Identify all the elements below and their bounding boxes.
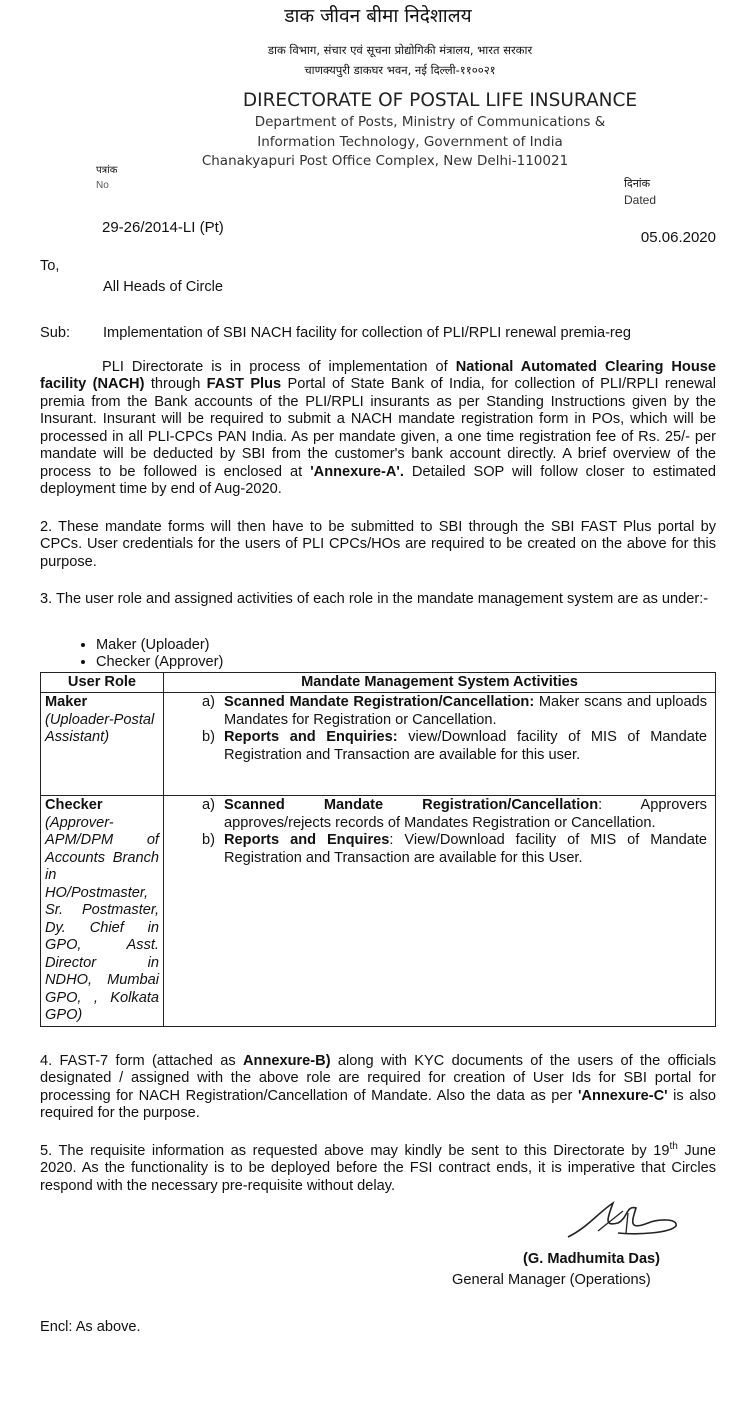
subject-row	[40, 325, 716, 343]
role-list	[40, 637, 716, 672]
activity-title: Reports and Enquiries:	[224, 729, 398, 745]
paragraph-2	[40, 519, 716, 572]
activity-title: Reports and Enquires	[224, 832, 390, 848]
no-label: No	[96, 180, 109, 191]
role-name: Checker	[45, 797, 103, 813]
activity-label: b)	[202, 832, 215, 848]
text-run: June 2020. As the functionality is to be deployed before the FSI contract ends, it is imperative that Circles respond with the necessary pre-requisite without delay.	[40, 1142, 716, 1194]
signature-block	[450, 1195, 716, 1289]
reference-number: 29-26/2014-LI (Pt)	[102, 219, 224, 236]
subject-text: Implementation of SBI NACH facility for collection of PLI/RPLI renewal premia-reg	[103, 325, 632, 341]
bold-text: Annexure-B)	[242, 1052, 331, 1069]
paragraph-3	[40, 591, 716, 609]
text-run: along with KYC documents of the users of the officials designated / assigned with the above role are required for creation of User Ids for SBI portal for processing for NACH Registration/Cancellation of Mandate. Also the data as per	[40, 1052, 716, 1104]
activities-cell	[164, 693, 716, 796]
org-line-3: Chanakyapuri Post Office Complex, New Delhi-110021	[201, 153, 569, 169]
table-row	[41, 693, 716, 796]
bold-text: 'Annexure-A'.	[310, 463, 404, 480]
role-name: Maker	[45, 694, 88, 710]
enclosure-note: Encl: As above.	[40, 1319, 141, 1335]
hindi-title: डाक जीवन बीमा निदेशालय	[284, 5, 472, 27]
role-detail: (Approver-APM/DPM of Accounts Branch in HO/Postmaster, Sr. Postmaster, Dy. Chief in GPO, Asst. Director in NDHO, Mumbai GPO, , Kolkata GPO)	[45, 814, 159, 1023]
activity-title: Scanned Mandate Registration/Cancellation:	[224, 694, 535, 710]
letter-date: 05.06.2020	[640, 228, 716, 246]
no-label-hindi: पत्रांक	[96, 165, 118, 176]
hindi-line-1: डाक विभाग, संचार एवं सूचना प्रोद्योगिकी मंत्रालय, भारत सरकार	[267, 43, 533, 57]
signature	[558, 1195, 716, 1251]
text-run: through	[144, 376, 207, 392]
paragraph-4	[40, 1053, 716, 1123]
dated-label-hindi: दिनांक	[624, 177, 651, 190]
activity-item	[202, 729, 707, 764]
activity-item	[202, 797, 707, 832]
activity-text: view/Download facility of MIS of Mandate Registration and Transaction are available for this user.	[224, 729, 707, 763]
org-title: DIRECTORATE OF POSTAL LIFE INSURANCE	[242, 90, 638, 111]
signatory-designation: General Manager (Operations)	[452, 1271, 651, 1288]
text-run: Portal of State Bank of India, for collection of PLI/RPLI renewal premia from the Bank accounts of the PLI/RPLI insurants as per Standing Instructions given by the Insurant. Insurant will be required to submit a NACH mandate registration form in POs, which will be processed in all PLI-CPCs PAN India. As per mandate given, a one time registration fee of Rs. 25/- per mandate will be deducted by SBI from the customer's bank account directly. A brief overview of the process to be followed is enclosed at	[40, 376, 717, 480]
activity-title: Scanned Mandate Registration/Cancellation	[224, 797, 599, 813]
activity-text: Maker scans and uploads Mandates for Registration or Cancellation.	[224, 694, 707, 728]
reference-row	[40, 219, 716, 246]
addressee: All Heads of Circle	[103, 278, 224, 295]
header-user-role: User Role	[41, 672, 164, 693]
paragraph-5	[40, 1140, 716, 1196]
to-label: To,	[40, 258, 60, 274]
role-cell	[41, 693, 164, 796]
bold-text: National Automated Clearing House facility (NACH)	[40, 358, 716, 392]
text-run: is also required for the purpose.	[40, 1087, 717, 1121]
text-run: 2. These mandate forms will then have to be submitted to SBI through the SBI FAST Plus portal by CPCs. User credentials for the users of PLI CPCs/HOs are required to be created on the above for this purpose.	[40, 518, 716, 570]
role-detail: (Uploader-Postal Assistant)	[45, 711, 155, 745]
dated-label: Dated	[624, 193, 657, 207]
signatory-name: (G. Madhumita Das)	[523, 1251, 661, 1267]
subject-label: Sub:	[40, 325, 71, 341]
header-activities: Mandate Management System Activities	[164, 672, 716, 693]
hindi-line-2: चाणक्यपुरी डाकघर भवन, नई दिल्ली-११००२१	[304, 63, 496, 77]
text-run: PLI Directorate is in process of implementation of	[102, 358, 456, 375]
activity-item	[202, 694, 707, 729]
table-header-row	[41, 672, 716, 693]
org-line-1: Department of Posts, Ministry of Communications &	[254, 114, 606, 130]
activity-label: a)	[202, 694, 215, 710]
text-run: 5. The requisite information as requested above may kindly be sent to this Directorate by 19	[40, 1142, 670, 1159]
activity-label: a)	[202, 797, 215, 813]
activity-label: b)	[202, 729, 215, 745]
bold-text: FAST Plus	[206, 376, 282, 392]
role-list-item: • Checker (Approver)	[96, 654, 716, 672]
activity-item	[202, 832, 708, 867]
role-list-item: • Maker (Uploader)	[96, 637, 716, 655]
paragraph-1	[40, 359, 716, 499]
bold-text: 'Annexure-C'	[577, 1087, 668, 1104]
activities-cell	[164, 796, 716, 1027]
letter-body	[40, 219, 716, 1337]
org-line-2: Information Technology, Government of India	[257, 134, 563, 150]
text-run: Detailed SOP will follow closer to estimated deployment time by end of Aug-2020.	[40, 463, 716, 497]
roles-table	[40, 672, 716, 1027]
text-run: th	[669, 1140, 678, 1152]
role-cell	[41, 796, 164, 1027]
activity-text: : Approvers approves/rejects records of Mandates Registration or Cancellation.	[224, 797, 707, 831]
text-run: 4. FAST-7 form (attached as	[40, 1052, 243, 1069]
text-run: 3. The user role and assigned activities of each role in the mandate management system are as under:-	[40, 591, 709, 607]
activity-text: : View/Download facility of MIS of Mandate Registration and Transaction are available for this User.	[224, 832, 708, 866]
table-row	[41, 796, 716, 1027]
